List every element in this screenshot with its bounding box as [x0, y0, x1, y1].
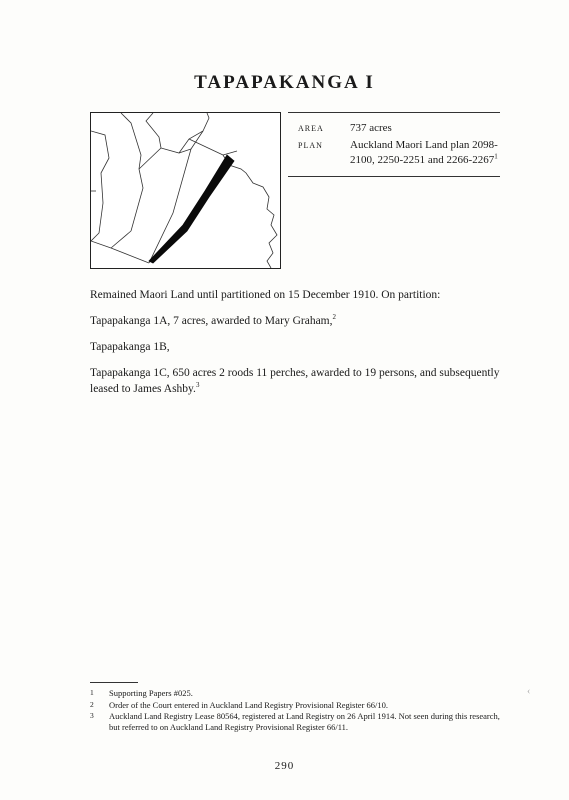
footnote — [90, 700, 500, 711]
paragraph — [90, 365, 510, 397]
area-value: 737 acres — [350, 122, 392, 134]
location-map — [90, 112, 281, 269]
footnote-number: 1 — [90, 688, 94, 697]
paragraph-text: Tapapakanga 1A, 7 acres, awarded to Mary Graham, — [90, 315, 333, 327]
footnote-number: 3 — [90, 711, 94, 720]
footnotes — [90, 688, 500, 733]
footnote-ref-2: 2 — [332, 313, 337, 322]
footnote — [90, 711, 500, 732]
footnote — [90, 688, 500, 699]
footnote-divider — [90, 682, 138, 683]
paragraph: Tapapakanga 1B, — [90, 341, 170, 353]
plan-value: Auckland Maori Land plan 2098-2100, 2250-2251 and 2266-2267 — [350, 139, 498, 166]
footnote-ref-1: 1 — [494, 152, 498, 161]
plan-label: PLAN — [298, 141, 323, 150]
highlighted-parcel — [149, 155, 234, 263]
footnote-number: 2 — [90, 699, 94, 709]
body-text — [90, 287, 510, 407]
paragraph — [90, 313, 510, 329]
footnote-text: Order of the Court entered in Auckland Land Registry Provisional Register 66/10. — [109, 699, 389, 710]
margin-mark: ‹ — [527, 686, 531, 697]
page-title: TAPAPAKANGA I — [194, 72, 375, 93]
paragraph: Remained Maori Land until partitioned on 15 December 1910. On partition: — [90, 289, 441, 301]
paragraph-text: Tapapakanga 1C, 650 acres 2 roods 11 perches, awarded to 19 persons, and subsequently leased to James Ashby. — [90, 367, 500, 395]
footnote-text: Auckland Land Registry Lease 80564, registered at Land Registry on 26 April 1914. Not seen during this research, but referred to on Auckland Land Registry Provisional Register 66/11. — [109, 711, 500, 732]
page-number: 290 — [274, 760, 295, 772]
property-info-table — [288, 112, 500, 177]
plan-row — [288, 138, 500, 168]
map-drawing — [91, 113, 280, 268]
area-label: AREA — [298, 124, 324, 133]
footnote-ref-3: 3 — [195, 381, 200, 390]
area-row — [288, 121, 500, 136]
plan-value-cell — [350, 138, 500, 168]
footnote-text: Supporting Papers #025. — [109, 688, 193, 698]
